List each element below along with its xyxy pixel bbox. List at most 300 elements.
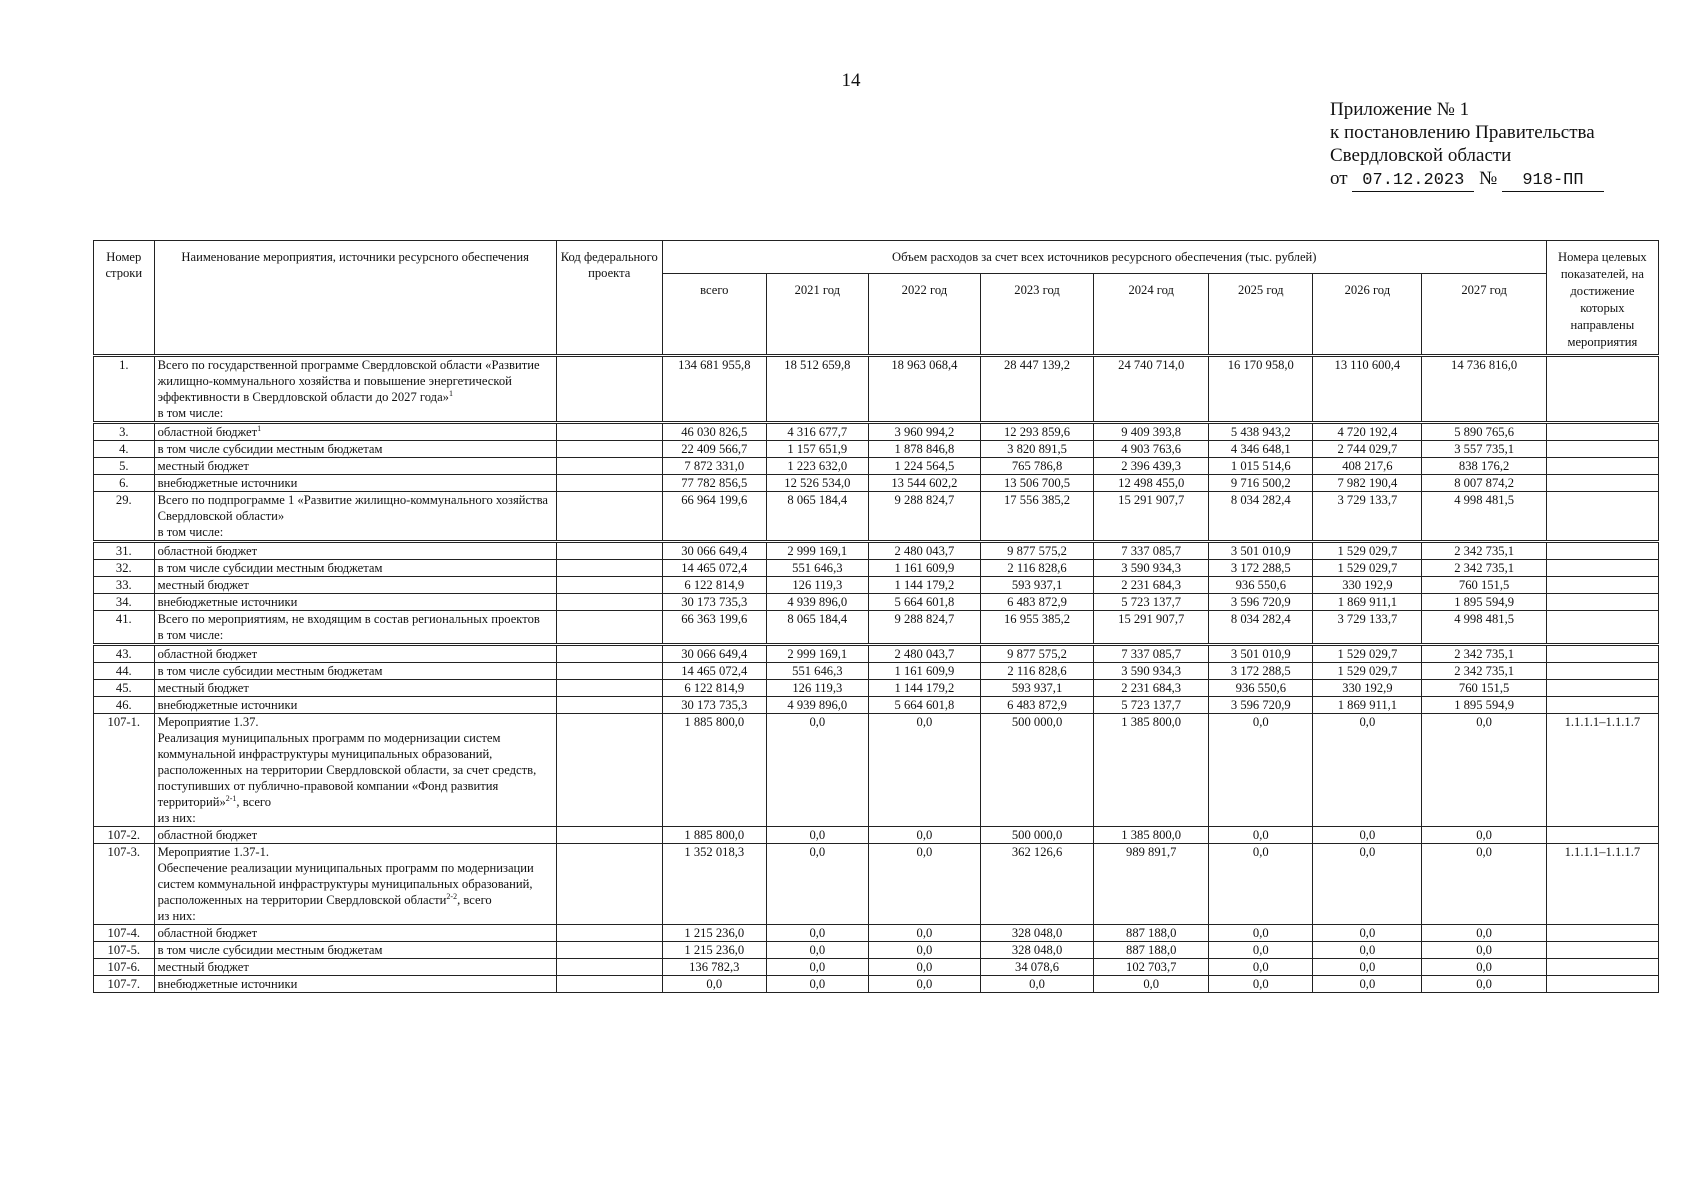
header-goals: Номера целевых показателей, на достижение которых направлены мероприятия — [1546, 241, 1658, 356]
value-cell: 5 438 943,2 — [1209, 423, 1313, 441]
row-name-tail: , всего из них: — [157, 893, 492, 923]
row-name-text: Мероприятие 1.37. Реализация муниципальных программ по модернизации систем коммунальной инфраструктуры муниципальных образований, расположенных на территории Свердловской области, за счет средств, поступивших от публично-правовой компании «Фонд развития территорий» — [157, 715, 537, 809]
value-cell: 8 034 282,4 — [1209, 492, 1313, 542]
value-cell: 14 465 072,4 — [662, 663, 766, 680]
value-cell: 551 646,3 — [766, 663, 868, 680]
value-cell: 3 172 288,5 — [1209, 560, 1313, 577]
value-cell: 330 192,9 — [1313, 577, 1422, 594]
row-name-cell — [154, 560, 556, 577]
appendix-title: Приложение № 1 — [1330, 99, 1470, 120]
value-cell: 593 937,1 — [980, 577, 1093, 594]
row-number-cell: 31. — [94, 542, 155, 560]
goal-indicators-cell — [1546, 492, 1658, 542]
value-cell: 3 596 720,9 — [1209, 594, 1313, 611]
row-name-cell — [154, 577, 556, 594]
value-cell: 28 447 139,2 — [980, 356, 1093, 423]
goal-indicators-cell — [1546, 560, 1658, 577]
value-cell: 7 337 085,7 — [1094, 542, 1209, 560]
row-name-cell — [154, 645, 556, 663]
value-cell: 16 170 958,0 — [1209, 356, 1313, 423]
value-cell: 134 681 955,8 — [662, 356, 766, 423]
value-cell: 4 998 481,5 — [1422, 492, 1546, 542]
value-cell: 500 000,0 — [980, 714, 1093, 827]
value-cell: 1 895 594,9 — [1422, 697, 1546, 714]
value-cell: 330 192,9 — [1313, 680, 1422, 697]
number-label: № — [1479, 168, 1498, 189]
header-2021: 2021 год — [766, 274, 868, 356]
value-cell: 4 903 763,6 — [1094, 441, 1209, 458]
value-cell: 0,0 — [868, 976, 980, 993]
row-name-text: в том числе субсидии местным бюджетам — [157, 442, 383, 456]
value-cell: 0,0 — [1094, 976, 1209, 993]
row-name-tail: в том числе: — [157, 406, 224, 420]
row-number-cell: 43. — [94, 645, 155, 663]
value-cell: 0,0 — [1209, 844, 1313, 925]
value-cell: 0,0 — [766, 714, 868, 827]
row-name-text: местный бюджет — [157, 960, 249, 974]
goal-indicators-cell — [1546, 423, 1658, 441]
federal-code-cell — [556, 356, 662, 423]
value-cell: 0,0 — [1313, 942, 1422, 959]
value-cell: 13 506 700,5 — [980, 475, 1093, 492]
value-cell: 3 729 133,7 — [1313, 492, 1422, 542]
row-number-cell: 1. — [94, 356, 155, 423]
federal-code-cell — [556, 714, 662, 827]
header-row-number: Номер строки — [94, 241, 155, 356]
table-row — [94, 594, 1659, 611]
value-cell: 2 480 043,7 — [868, 542, 980, 560]
value-cell: 7 337 085,7 — [1094, 645, 1209, 663]
row-number-cell: 107-1. — [94, 714, 155, 827]
value-cell: 12 526 534,0 — [766, 475, 868, 492]
federal-code-cell — [556, 423, 662, 441]
row-number-cell: 29. — [94, 492, 155, 542]
value-cell: 0,0 — [1313, 714, 1422, 827]
row-name-cell — [154, 959, 556, 976]
value-cell: 0,0 — [1422, 844, 1546, 925]
value-cell: 16 955 385,2 — [980, 611, 1093, 645]
row-number-cell: 46. — [94, 697, 155, 714]
value-cell: 760 151,5 — [1422, 680, 1546, 697]
row-name-cell — [154, 441, 556, 458]
value-cell: 936 550,6 — [1209, 680, 1313, 697]
federal-code-cell — [556, 925, 662, 942]
federal-code-cell — [556, 542, 662, 560]
value-cell: 13 110 600,4 — [1313, 356, 1422, 423]
value-cell: 126 119,3 — [766, 577, 868, 594]
row-name-text: Всего по подпрограмме 1 «Развитие жилищно-коммунального хозяйства Свердловской области» в том числе: — [157, 493, 548, 539]
row-name-cell — [154, 925, 556, 942]
row-name-text: местный бюджет — [157, 578, 249, 592]
value-cell: 2 231 684,3 — [1094, 680, 1209, 697]
row-name-cell — [154, 680, 556, 697]
value-cell: 2 396 439,3 — [1094, 458, 1209, 475]
value-cell: 8 034 282,4 — [1209, 611, 1313, 645]
row-number-cell: 107-3. — [94, 844, 155, 925]
table-row — [94, 542, 1659, 560]
goal-indicators-cell — [1546, 356, 1658, 423]
row-number-cell: 32. — [94, 560, 155, 577]
value-cell: 8 065 184,4 — [766, 611, 868, 645]
value-cell: 1 144 179,2 — [868, 577, 980, 594]
row-name-cell — [154, 942, 556, 959]
row-number-cell: 6. — [94, 475, 155, 492]
value-cell: 0,0 — [1209, 925, 1313, 942]
row-number-cell: 4. — [94, 441, 155, 458]
table-row — [94, 645, 1659, 663]
value-cell: 13 544 602,2 — [868, 475, 980, 492]
value-cell: 15 291 907,7 — [1094, 611, 1209, 645]
value-cell: 34 078,6 — [980, 959, 1093, 976]
value-cell: 1 385 800,0 — [1094, 827, 1209, 844]
value-cell: 2 342 735,1 — [1422, 542, 1546, 560]
table-row — [94, 458, 1659, 475]
value-cell: 1 144 179,2 — [868, 680, 980, 697]
value-cell: 30 066 649,4 — [662, 542, 766, 560]
value-cell: 1 529 029,7 — [1313, 645, 1422, 663]
row-name-cell — [154, 458, 556, 475]
federal-code-cell — [556, 594, 662, 611]
row-name-cell — [154, 697, 556, 714]
federal-code-cell — [556, 441, 662, 458]
value-cell: 18 963 068,4 — [868, 356, 980, 423]
goal-indicators-cell — [1546, 697, 1658, 714]
value-cell: 3 557 735,1 — [1422, 441, 1546, 458]
table-row — [94, 492, 1659, 542]
row-name-cell — [154, 475, 556, 492]
value-cell: 5 890 765,6 — [1422, 423, 1546, 441]
value-cell: 989 891,7 — [1094, 844, 1209, 925]
row-number-cell: 41. — [94, 611, 155, 645]
value-cell: 0,0 — [1209, 976, 1313, 993]
value-cell: 887 188,0 — [1094, 942, 1209, 959]
value-cell: 3 501 010,9 — [1209, 645, 1313, 663]
goal-indicators-cell: 1.1.1.1–1.1.1.7 — [1546, 714, 1658, 827]
value-cell: 2 116 828,6 — [980, 560, 1093, 577]
value-cell: 18 512 659,8 — [766, 356, 868, 423]
resolution-date: 07.12.2023 — [1352, 171, 1474, 192]
goal-indicators-cell — [1546, 925, 1658, 942]
federal-code-cell — [556, 959, 662, 976]
row-number-cell: 3. — [94, 423, 155, 441]
value-cell: 6 122 814,9 — [662, 577, 766, 594]
row-name-text: внебюджетные источники — [157, 698, 298, 712]
value-cell: 1 529 029,7 — [1313, 560, 1422, 577]
row-number-cell: 107-2. — [94, 827, 155, 844]
header-2022: 2022 год — [868, 274, 980, 356]
value-cell: 1 529 029,7 — [1313, 663, 1422, 680]
row-name-text: областной бюджет — [157, 926, 258, 940]
value-cell: 0,0 — [1422, 827, 1546, 844]
value-cell: 5 723 137,7 — [1094, 697, 1209, 714]
value-cell: 9 877 575,2 — [980, 542, 1093, 560]
table-row — [94, 827, 1659, 844]
goal-indicators-cell: 1.1.1.1–1.1.1.7 — [1546, 844, 1658, 925]
value-cell: 362 126,6 — [980, 844, 1093, 925]
header-federal-code: Код федерального проекта — [556, 241, 662, 356]
value-cell: 0,0 — [868, 714, 980, 827]
goal-indicators-cell — [1546, 680, 1658, 697]
value-cell: 1 161 609,9 — [868, 560, 980, 577]
page-number: 14 — [841, 70, 861, 91]
value-cell: 0,0 — [1422, 925, 1546, 942]
value-cell: 1 223 632,0 — [766, 458, 868, 475]
value-cell: 5 723 137,7 — [1094, 594, 1209, 611]
value-cell: 0,0 — [1313, 827, 1422, 844]
table-row — [94, 611, 1659, 645]
value-cell: 9 877 575,2 — [980, 645, 1093, 663]
goal-indicators-cell — [1546, 611, 1658, 645]
value-cell: 0,0 — [1209, 942, 1313, 959]
value-cell: 0,0 — [766, 844, 868, 925]
row-name-text: в том числе субсидии местным бюджетам — [157, 943, 383, 957]
row-number-cell: 107-6. — [94, 959, 155, 976]
value-cell: 1 869 911,1 — [1313, 594, 1422, 611]
value-cell: 8 007 874,2 — [1422, 475, 1546, 492]
value-cell: 12 293 859,6 — [980, 423, 1093, 441]
value-cell: 765 786,8 — [980, 458, 1093, 475]
value-cell: 0,0 — [868, 844, 980, 925]
value-cell: 1 885 800,0 — [662, 714, 766, 827]
row-name-cell — [154, 356, 556, 423]
value-cell: 838 176,2 — [1422, 458, 1546, 475]
goal-indicators-cell — [1546, 942, 1658, 959]
footnote-mark: 2-1 — [225, 793, 237, 803]
federal-code-cell — [556, 611, 662, 645]
row-number-cell: 33. — [94, 577, 155, 594]
value-cell: 30 066 649,4 — [662, 645, 766, 663]
value-cell: 3 172 288,5 — [1209, 663, 1313, 680]
value-cell: 126 119,3 — [766, 680, 868, 697]
value-cell: 2 342 735,1 — [1422, 560, 1546, 577]
value-cell: 2 744 029,7 — [1313, 441, 1422, 458]
row-name-text: внебюджетные источники — [157, 595, 298, 609]
goal-indicators-cell — [1546, 827, 1658, 844]
value-cell: 0,0 — [868, 959, 980, 976]
value-cell: 12 498 455,0 — [1094, 475, 1209, 492]
value-cell: 66 363 199,6 — [662, 611, 766, 645]
value-cell: 936 550,6 — [1209, 577, 1313, 594]
value-cell: 2 342 735,1 — [1422, 663, 1546, 680]
row-name-text: Мероприятие 1.37-1. Обеспечение реализации муниципальных программ по модернизации систем коммунальной инфраструктуры муниципальных образований, расположенных на территории Свердловской области — [157, 845, 534, 907]
table-row — [94, 942, 1659, 959]
value-cell: 30 173 735,3 — [662, 697, 766, 714]
value-cell: 14 465 072,4 — [662, 560, 766, 577]
value-cell: 5 664 601,8 — [868, 697, 980, 714]
value-cell: 1 885 800,0 — [662, 827, 766, 844]
value-cell: 0,0 — [868, 827, 980, 844]
row-number-cell: 107-4. — [94, 925, 155, 942]
federal-code-cell — [556, 560, 662, 577]
row-name-tail: , всего из них: — [157, 795, 272, 825]
resolution-number: 918-ПП — [1502, 171, 1604, 192]
table-row — [94, 697, 1659, 714]
row-name-cell — [154, 976, 556, 993]
value-cell: 1 215 236,0 — [662, 925, 766, 942]
value-cell: 2 999 169,1 — [766, 542, 868, 560]
value-cell: 0,0 — [766, 942, 868, 959]
value-cell: 0,0 — [1209, 827, 1313, 844]
value-cell: 2 116 828,6 — [980, 663, 1093, 680]
value-cell: 9 288 824,7 — [868, 492, 980, 542]
value-cell: 3 960 994,2 — [868, 423, 980, 441]
value-cell: 328 048,0 — [980, 942, 1093, 959]
row-name-text: областной бюджет — [157, 425, 258, 439]
table-body — [94, 356, 1659, 993]
value-cell: 7 872 331,0 — [662, 458, 766, 475]
value-cell: 2 480 043,7 — [868, 645, 980, 663]
value-cell: 0,0 — [1422, 942, 1546, 959]
table-row — [94, 925, 1659, 942]
value-cell: 1 529 029,7 — [1313, 542, 1422, 560]
value-cell: 9 716 500,2 — [1209, 475, 1313, 492]
value-cell: 4 998 481,5 — [1422, 611, 1546, 645]
row-name-cell — [154, 594, 556, 611]
value-cell: 1 869 911,1 — [1313, 697, 1422, 714]
value-cell: 1 015 514,6 — [1209, 458, 1313, 475]
federal-code-cell — [556, 976, 662, 993]
table-row — [94, 680, 1659, 697]
federal-code-cell — [556, 942, 662, 959]
table-row — [94, 560, 1659, 577]
value-cell: 1 352 018,3 — [662, 844, 766, 925]
row-number-cell: 34. — [94, 594, 155, 611]
value-cell: 3 596 720,9 — [1209, 697, 1313, 714]
value-cell: 0,0 — [1209, 959, 1313, 976]
table-row — [94, 663, 1659, 680]
value-cell: 102 703,7 — [1094, 959, 1209, 976]
row-name-text: в том числе субсидии местным бюджетам — [157, 561, 383, 575]
value-cell: 0,0 — [766, 925, 868, 942]
value-cell: 3 590 934,3 — [1094, 560, 1209, 577]
row-number-cell: 45. — [94, 680, 155, 697]
federal-code-cell — [556, 697, 662, 714]
value-cell: 0,0 — [766, 959, 868, 976]
row-number-cell: 5. — [94, 458, 155, 475]
table-row — [94, 976, 1659, 993]
appendix-header — [1330, 98, 1650, 192]
table-row — [94, 959, 1659, 976]
value-cell: 3 590 934,3 — [1094, 663, 1209, 680]
goal-indicators-cell — [1546, 594, 1658, 611]
federal-code-cell — [556, 645, 662, 663]
federal-code-cell — [556, 475, 662, 492]
value-cell: 3 729 133,7 — [1313, 611, 1422, 645]
row-name-cell — [154, 714, 556, 827]
header-2027: 2027 год — [1422, 274, 1546, 356]
header-name: Наименование мероприятия, источники ресурсного обеспечения — [154, 241, 556, 356]
from-label: от — [1330, 168, 1348, 189]
row-name-cell — [154, 423, 556, 441]
value-cell: 0,0 — [1209, 714, 1313, 827]
row-name-text: местный бюджет — [157, 459, 249, 473]
row-number-cell: 44. — [94, 663, 155, 680]
value-cell: 5 664 601,8 — [868, 594, 980, 611]
value-cell: 9 409 393,8 — [1094, 423, 1209, 441]
value-cell: 0,0 — [1313, 925, 1422, 942]
value-cell: 4 939 896,0 — [766, 594, 868, 611]
value-cell: 1 895 594,9 — [1422, 594, 1546, 611]
goal-indicators-cell — [1546, 458, 1658, 475]
row-name-text: в том числе субсидии местным бюджетам — [157, 664, 383, 678]
federal-code-cell — [556, 680, 662, 697]
value-cell: 3 820 891,5 — [980, 441, 1093, 458]
value-cell: 2 999 169,1 — [766, 645, 868, 663]
value-cell: 14 736 816,0 — [1422, 356, 1546, 423]
value-cell: 551 646,3 — [766, 560, 868, 577]
table-header — [94, 241, 1659, 356]
header-total: всего — [662, 274, 766, 356]
value-cell: 593 937,1 — [980, 680, 1093, 697]
table-row — [94, 423, 1659, 441]
value-cell: 1 385 800,0 — [1094, 714, 1209, 827]
value-cell: 15 291 907,7 — [1094, 492, 1209, 542]
value-cell: 1 157 651,9 — [766, 441, 868, 458]
value-cell: 6 483 872,9 — [980, 697, 1093, 714]
value-cell: 8 065 184,4 — [766, 492, 868, 542]
value-cell: 0,0 — [1422, 976, 1546, 993]
federal-code-cell — [556, 458, 662, 475]
value-cell: 4 720 192,4 — [1313, 423, 1422, 441]
value-cell: 1 161 609,9 — [868, 663, 980, 680]
header-2023: 2023 год — [980, 274, 1093, 356]
value-cell: 500 000,0 — [980, 827, 1093, 844]
value-cell: 328 048,0 — [980, 925, 1093, 942]
value-cell: 9 288 824,7 — [868, 611, 980, 645]
goal-indicators-cell — [1546, 976, 1658, 993]
row-name-text: областной бюджет — [157, 828, 258, 842]
footnote-mark: 1 — [257, 423, 262, 433]
header-2025: 2025 год — [1209, 274, 1313, 356]
value-cell: 2 231 684,3 — [1094, 577, 1209, 594]
row-name-text: внебюджетные источники — [157, 476, 298, 490]
value-cell: 7 982 190,4 — [1313, 475, 1422, 492]
table-row — [94, 356, 1659, 423]
row-name-text: Всего по государственной программе Свердловской области «Развитие жилищно-коммунального хозяйства и повышение энергетической эффективности в Свердловской области до 2027 года» — [157, 358, 540, 404]
row-name-text: внебюджетные источники — [157, 977, 298, 991]
header-volume: Объем расходов за счет всех источников ресурсного обеспечения (тыс. рублей) — [662, 241, 1546, 274]
value-cell: 77 782 856,5 — [662, 475, 766, 492]
row-name-text: областной бюджет — [157, 544, 258, 558]
header-2024: 2024 год — [1094, 274, 1209, 356]
value-cell: 0,0 — [1422, 959, 1546, 976]
federal-code-cell — [556, 663, 662, 680]
value-cell: 0,0 — [868, 942, 980, 959]
federal-code-cell — [556, 844, 662, 925]
value-cell: 2 342 735,1 — [1422, 645, 1546, 663]
header-2026: 2026 год — [1313, 274, 1422, 356]
value-cell: 0,0 — [1422, 714, 1546, 827]
value-cell: 6 122 814,9 — [662, 680, 766, 697]
footnote-mark: 2-2 — [446, 891, 458, 901]
appendix-region: Свердловской области — [1330, 145, 1512, 166]
federal-code-cell — [556, 492, 662, 542]
footnote-mark: 1 — [448, 388, 453, 398]
value-cell: 3 501 010,9 — [1209, 542, 1313, 560]
row-name-cell — [154, 827, 556, 844]
value-cell: 408 217,6 — [1313, 458, 1422, 475]
value-cell: 22 409 566,7 — [662, 441, 766, 458]
value-cell: 66 964 199,6 — [662, 492, 766, 542]
goal-indicators-cell — [1546, 645, 1658, 663]
table-row — [94, 475, 1659, 492]
value-cell: 1 224 564,5 — [868, 458, 980, 475]
expenditure-table — [93, 240, 1659, 993]
federal-code-cell — [556, 577, 662, 594]
value-cell: 0,0 — [662, 976, 766, 993]
value-cell: 1 215 236,0 — [662, 942, 766, 959]
appendix-resolution: к постановлению Правительства — [1330, 122, 1595, 143]
